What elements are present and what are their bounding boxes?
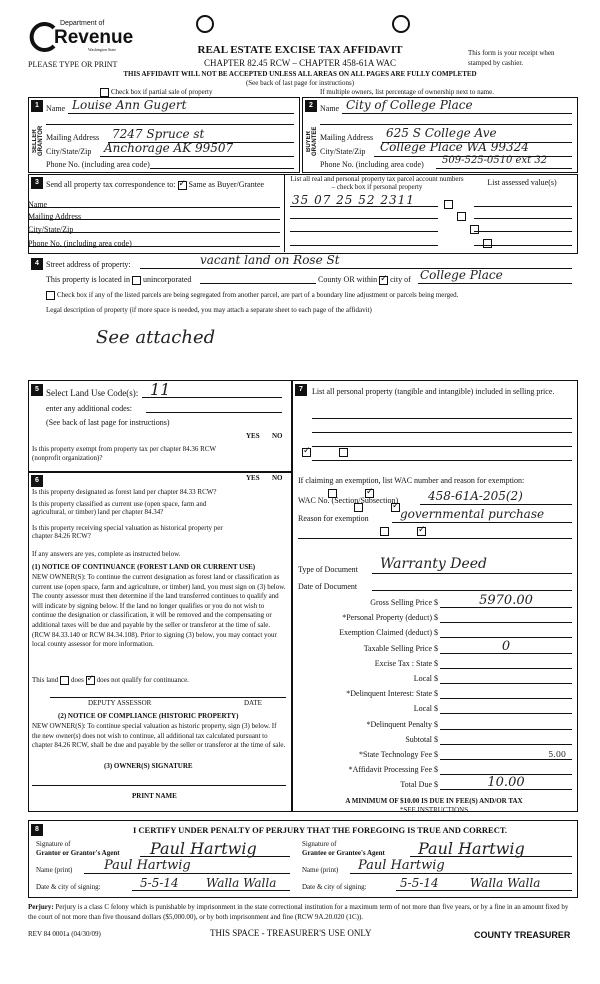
s8-grantor-date-label: Date & city of signing:: [36, 883, 101, 891]
fee-label: *Delinquent Interest: State $: [346, 689, 438, 698]
fee-value[interactable]: 10.00: [487, 775, 525, 790]
s7-minimum: A MINIMUM OF $10.00 IS DUE IN FEE(S) AND/OR TAX: [345, 797, 523, 805]
s1-name-value[interactable]: Louise Ann Gugert: [72, 98, 187, 112]
form-number: REV 84 0001a (04/30/09): [28, 930, 101, 938]
unincorporated-label: unincorporated: [142, 275, 192, 284]
qualify-label: qualify for continuance.: [121, 676, 189, 685]
s7-exemption-label: If claiming an exemption, list WAC number and reason for exemption:: [298, 476, 525, 485]
fee-label: Taxable Selling Price $: [363, 644, 438, 653]
s6-if-yes: If any answers are yes, complete as instructed below.: [32, 550, 181, 558]
s1-phone-label: Phone No. (including area code): [46, 160, 150, 169]
fee-label: *Affidavit Processing Fee $: [348, 765, 438, 774]
logo-line2: Revenue: [54, 27, 134, 48]
s6-yes: YES: [246, 474, 260, 482]
s4-located-label: This property is located in: [46, 275, 130, 284]
perjury-notice: [28, 902, 576, 922]
s4-county-or: [318, 275, 411, 285]
s8-grantee-name-label: Name (print): [302, 866, 339, 874]
fee-label: Exemption Claimed (deduct) $: [339, 628, 438, 637]
s2-name-value[interactable]: City of College Place: [346, 98, 473, 112]
s7-wac-value[interactable]: 458-61A-205(2): [428, 489, 523, 503]
s5-additional: enter any additional codes:: [46, 404, 132, 413]
s5-land-use-label: Select Land Use Code(s):: [46, 388, 139, 398]
punch-hole-right: [392, 15, 410, 33]
does-label: does: [71, 676, 84, 685]
s2-city-label: City/State/Zip: [320, 147, 366, 156]
s2-phone-value[interactable]: 509-525-0510 ext 32: [442, 155, 548, 166]
multiple-owners: If multiple owners, list percentage of ownership next to name.: [320, 88, 494, 96]
s7-reason-label: Reason for exemption: [298, 514, 369, 523]
s6-notice2-body: NEW OWNER(S): To continue special valuation as historic property, sign (3) below. If the new owner(s) does not wish to continue, all additional tax calculated pursuant to chapter 84.26 RCW, shall be due and payable by the seller or transferor at the time of sale.: [32, 722, 286, 749]
treasurer-space: THIS SPACE - TREASURER'S USE ONLY: [210, 928, 372, 938]
s5-exempt-question: Is this property exempt from property tax per chapter 84.36 RCW (nonprofit organization)?: [32, 445, 216, 462]
s7-see-instructions: *SEE INSTRUCTIONS: [399, 806, 469, 814]
fee-value[interactable]: 0: [501, 639, 511, 654]
s4-street-label: Street address of property:: [46, 260, 131, 269]
s3-send-text: Send all property tax correspondence to:: [46, 180, 176, 189]
s8-grantee-date-label: Date & city of signing:: [302, 883, 367, 891]
partial-sale[interactable]: [100, 88, 212, 97]
s7-doc-type-label: Type of Document: [298, 565, 358, 574]
s2-mailing-value[interactable]: 625 S College Ave: [386, 126, 497, 140]
fee-label: Subtotal $: [405, 735, 438, 744]
same-as-buyer-checkbox[interactable]: [178, 181, 187, 190]
s6-notice2-title: (2) NOTICE OF COMPLIANCE (HISTORIC PROPERTY): [58, 712, 239, 720]
section-7-number: 7: [295, 384, 307, 396]
fee-label: *State Technology Fee $: [358, 750, 438, 759]
logo-line3: Washington State: [88, 47, 117, 52]
receipt-note: This form is your receipt when stamped by cashier.: [468, 49, 555, 67]
logo-line1: Department of: [60, 20, 105, 27]
grantee-name-value[interactable]: Paul Hartwig: [358, 858, 445, 873]
warning-text: THIS AFFIDAVIT WILL NOT BE ACCEPTED UNLESS ALL AREAS ON ALL PAGES ARE FULLY COMPLETED: [123, 70, 477, 78]
parcel-checkbox-2[interactable]: [457, 212, 466, 221]
s2-mailing-label: Mailing Address: [320, 133, 374, 142]
s6-this-land: [32, 676, 189, 685]
s3-send-label: [46, 180, 264, 190]
county-treasurer: COUNTY TREASURER: [474, 930, 571, 940]
s8-grantor-name-label: Name (print): [36, 866, 73, 874]
section-5-number: 5: [31, 384, 43, 396]
s1-mailing-value[interactable]: 7247 Spruce st: [112, 127, 205, 141]
s1-city-label: City/State/Zip: [46, 147, 92, 156]
s6-q3: Is this property receiving special valuation as historical property per chapter 84.26 RCW?: [32, 524, 223, 540]
grantee-sig-line2: Grantee or Grantee's Agent: [302, 849, 385, 857]
partial-sale-label: Check box if partial sale of property: [111, 88, 213, 97]
section-2-number: 2: [305, 100, 317, 112]
s4-city-value[interactable]: College Place: [420, 268, 503, 282]
s2-city-value[interactable]: College Place WA 99324: [380, 140, 529, 154]
s4-legal-label: Legal description of property (if more space is needed, you may attach a separate sheet to each page of the affidavit): [46, 306, 372, 314]
section-3-number: 3: [31, 177, 43, 189]
punch-hole-left: [196, 15, 214, 33]
s5-land-use-value[interactable]: 11: [150, 380, 171, 399]
county-or-label: County OR within: [318, 275, 378, 284]
s5-yes: YES: [246, 432, 260, 440]
s5-see-back: (See back of last page for instructions): [46, 418, 170, 427]
form-title: REAL ESTATE EXCISE TAX AFFIDAVIT: [197, 44, 403, 56]
s2-name-label: Name: [320, 104, 340, 113]
s1-city-value[interactable]: Anchorage AK 99507: [104, 141, 234, 155]
s4-segregated[interactable]: [46, 291, 458, 300]
fee-label: *Delinquent Penalty $: [366, 720, 438, 729]
section-4-number: 4: [31, 258, 43, 270]
s3-mailing-label: Mailing Address: [28, 212, 82, 221]
s6-date: DATE: [244, 699, 262, 707]
partial-sale-checkbox[interactable]: [100, 88, 109, 97]
fee-label: Local $: [413, 674, 438, 683]
s4-legal-value[interactable]: See attached: [96, 327, 216, 348]
s6-notice1-title: (1) NOTICE OF CONTINUANCE (FOREST LAND OR CURRENT USE): [32, 563, 256, 571]
grantee-signature[interactable]: Paul Hartwig: [418, 839, 525, 858]
grantor-city-value[interactable]: Walla Walla: [206, 876, 277, 890]
perjury-text: Perjury is a class C felony which is punishable by imprisonment in the state correctional institution for a maximum term of not more than five years, or by a fine in an amount fixed by the court of not more than five thousand dollars ($5,000.00), or by both imprisonment and fine (RCW 9A.20.020 (1C)).: [28, 903, 569, 921]
segregated-label: Check box if any of the listed parcels are being segregated from another parcel, are part of a boundary line adjustment or parcels being merged.: [57, 291, 459, 300]
s6-q2: Is this property classified as current use (open space, farm and agricultural, or timber) land per chapter 84.34?: [32, 500, 207, 516]
grantee-sig-line1: Signature of: [302, 840, 337, 848]
fee-label: Gross Selling Price $: [370, 598, 438, 607]
s4-street-value[interactable]: vacant land on Rose St: [200, 253, 340, 267]
parcel-checkbox-1[interactable]: [444, 200, 453, 209]
does-checkbox[interactable]: [60, 676, 69, 685]
s8-certify: I CERTIFY UNDER PENALTY OF PERJURY THAT THE FOREGOING IS TRUE AND CORRECT.: [132, 825, 507, 835]
parcel-header: List all real and personal property tax parcel account numbers – check box if personal property: [290, 175, 464, 191]
parcel-checkbox-4[interactable]: [483, 239, 492, 248]
city-of-checkbox[interactable]: [379, 276, 388, 285]
grantee-city-value[interactable]: Walla Walla: [470, 876, 541, 890]
s7-wac-label: WAC No. (Section/Subsection): [298, 496, 399, 505]
form-chapter: CHAPTER 82.45 RCW – CHAPTER 458-61A WAC: [204, 58, 396, 68]
grantor-name-value[interactable]: Paul Hartwig: [104, 858, 191, 873]
s4-located: [46, 275, 191, 285]
s8-grantor-sig-label: [36, 840, 120, 858]
s3-phone-label: Phone No. (including area code): [28, 239, 132, 248]
grantor-sig-line2: Grantor or Grantor's Agent: [36, 849, 120, 857]
see-back: (See back of last page for instructions): [245, 79, 355, 87]
this-land-label: This land: [32, 676, 59, 685]
s6-print-name: PRINT NAME: [132, 792, 177, 800]
s8-grantee-sig-label: [302, 840, 385, 858]
s2-phone-label: Phone No. (including area code): [320, 160, 424, 169]
s6-q1: Is this property designated as forest land per chapter 84.33 RCW?: [32, 488, 217, 496]
fee-value[interactable]: 5970.00: [479, 593, 533, 608]
s5-no: NO: [272, 432, 283, 440]
please-type: PLEASE TYPE OR PRINT: [28, 60, 118, 69]
s7-doc-type-value[interactable]: Warranty Deed: [380, 556, 488, 572]
city-of-label: city of: [390, 275, 411, 284]
s6-owner-sig: (3) OWNER(S) SIGNATURE: [104, 762, 193, 770]
s1-name-label: Name: [46, 104, 66, 113]
s6-no: NO: [272, 474, 283, 482]
fee-label: *Personal Property (deduct) $: [342, 613, 438, 622]
unincorporated-checkbox[interactable]: [132, 276, 141, 285]
section-8-number: 8: [31, 824, 43, 836]
s7-list-label: List all personal property (tangible and intangible) included in selling price.: [312, 387, 555, 396]
s3-name-label: Name: [28, 200, 48, 209]
s3-city-label: City/State/Zip: [28, 225, 74, 234]
dor-logo: [28, 20, 138, 56]
grantor-signature[interactable]: Paul Hartwig: [150, 839, 257, 858]
does-not-checkbox[interactable]: [86, 676, 95, 685]
same-as-buyer-label: Same as Buyer/Grantee: [188, 180, 265, 189]
section-6-number: 6: [31, 475, 43, 487]
fee-value[interactable]: 5.00: [548, 750, 566, 759]
perjury-label: Perjury:: [28, 903, 54, 911]
parcel-value[interactable]: 35 07 25 52 2311: [292, 193, 415, 207]
s6-notice1-body: NEW OWNER(S): To continue the current designation as forest land or classification as current use (open space, farm and agriculture, or timber) land, you must sign on (3) below. The county assessor must then determine if the land transferred continues to qualify and will indicate by signing below. If the land no longer qualifies or you do not wish to continue the designation or classification, it will be removed and the compensating or additional taxes will be due and payable by the seller or transferor at the time of sale. (RCW 84.33.140 or RCW 84.34.108). Prior to signing (3) below, you may contact your local county assessor for more information.: [32, 573, 286, 649]
fee-label: Excise Tax : State $: [374, 659, 438, 668]
parcel-checkbox-3[interactable]: [470, 225, 479, 234]
fee-label: Local $: [413, 704, 438, 713]
grantor-date-value[interactable]: 5-5-14: [140, 876, 179, 890]
s7-reason-value[interactable]: governmental purchase: [400, 507, 545, 521]
buyer-grantee-label: BUYER GRANTEE: [306, 126, 318, 156]
seller-grantor-label: SELLER GRANTOR: [32, 125, 44, 157]
segregated-checkbox[interactable]: [46, 291, 55, 300]
s7-doc-date-label: Date of Document: [298, 582, 358, 591]
assessed-header: List assessed value(s): [487, 178, 557, 187]
s6-deputy: DEPUTY ASSESSOR: [88, 699, 152, 707]
grantor-sig-line1: Signature of: [36, 840, 71, 848]
grantee-date-value[interactable]: 5-5-14: [400, 876, 439, 890]
section-1-number: 1: [31, 100, 43, 112]
fee-label: Total Due $: [400, 780, 438, 789]
does-not-label: does not: [96, 676, 121, 685]
s1-mailing-label: Mailing Address: [46, 133, 100, 142]
